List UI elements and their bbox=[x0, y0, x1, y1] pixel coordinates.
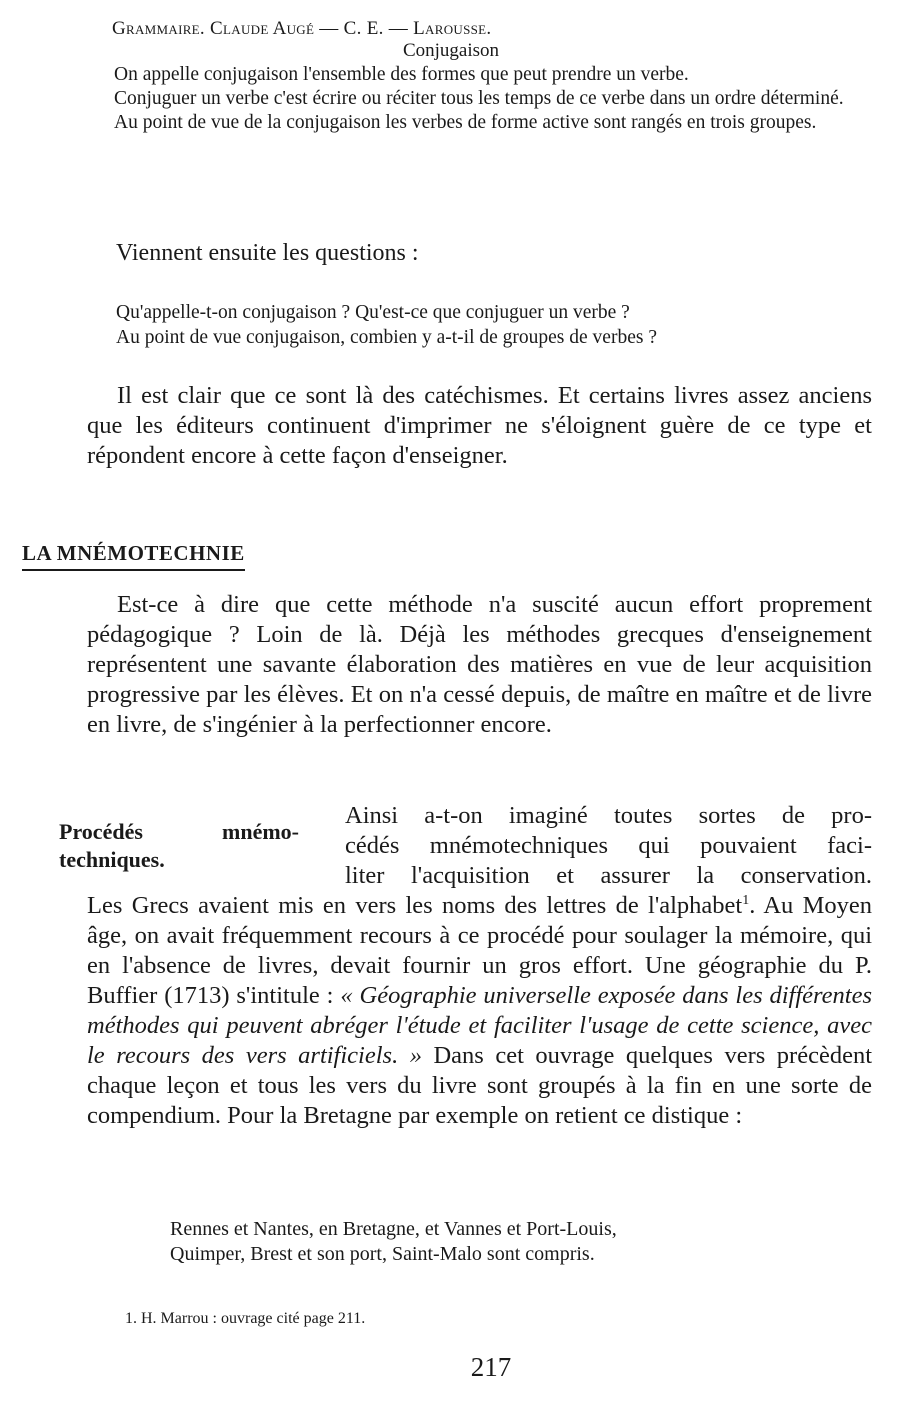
text-end: Dans cet ouvrage quelques vers précèdent chaque leçon et tous les vers du livre sont groupés à la fin en une sorte de compendium. Pour la Bretagne par exemple on retient ce distique : bbox=[87, 1042, 872, 1129]
lead-line: Ainsi a-t-on imaginé toutes sortes de pro- bbox=[345, 802, 872, 829]
book-title-quote: « Géographie universelle exposée dans les différentes méthodes qui peuvent abréger l'étude et faciliter l'usage de cette science, avec le recours des vers artificiels. » bbox=[87, 982, 873, 1069]
distich bbox=[170, 1217, 790, 1267]
paragraph-text: Est-ce à dire que cette méthode n'a suscité aucun effort proprement pédagogique ? Loin de là. Déjà les méthodes grecques d'enseignement représentent une savante élaboration des matières en vue de leur acquisition progressive par les élèves. Et on n'a cessé depuis, de maître en maître et de livre en livre, de s'ingénier à la perfectionner encore. bbox=[87, 591, 872, 738]
lead-line: cédés mnémotechniques qui pouvaient faci- bbox=[345, 832, 872, 859]
text-after-note: . Au Moyen âge, on avait fréquemment recours à ce procédé pour soulager la mémoire, qui en l'absence de livres, devait fournir un gros effort. Une géographie du P. Buffier (1713) s'intitule : bbox=[87, 892, 873, 1009]
question-line: Au point de vue conjugaison, combien y a-t-il de groupes de verbes ? bbox=[116, 327, 657, 348]
paragraph-procedes-lead bbox=[345, 801, 872, 891]
source-level: C. E. bbox=[343, 18, 384, 39]
source-chapter-title: Conjugaison bbox=[402, 40, 500, 61]
questions-intro: Viennent ensuite les questions : bbox=[116, 240, 419, 266]
side-heading-line: Procédés mnémo- bbox=[59, 819, 299, 844]
paragraph-catechismes bbox=[87, 381, 872, 471]
paragraph-methode bbox=[87, 590, 872, 740]
verse-line: Rennes et Nantes, en Bretagne, et Vannes et Port-Louis, bbox=[170, 1218, 617, 1240]
side-heading-line: techniques. bbox=[59, 847, 165, 872]
paragraph-text bbox=[87, 891, 872, 1131]
text-before-note: Les Grecs avaient mis en vers les noms des lettres de l'alphabet bbox=[87, 892, 743, 919]
footnote: 1. H. Marrou : ouvrage cité page 211. bbox=[125, 1310, 366, 1327]
quote-paragraph: Conjuguer un verbe c'est écrire ou réciter tous les temps de ce verbe dans un ordre déterminé. bbox=[114, 88, 844, 109]
lead-line: liter l'acquisition et assurer la conservation. bbox=[345, 862, 872, 889]
source-book: Grammaire. bbox=[112, 18, 205, 39]
page-number: 217 bbox=[470, 1352, 512, 1382]
question-list bbox=[116, 300, 836, 350]
quote-paragraph: On appelle conjugaison l'ensemble des formes que peut prendre un verbe. bbox=[114, 64, 689, 85]
side-heading bbox=[59, 818, 299, 874]
quote-paragraph: Au point de vue de la conjugaison les verbes de forme active sont rangés en trois groupes. bbox=[114, 112, 817, 133]
footnote-marker: 1 bbox=[742, 892, 750, 908]
source-publisher: Larousse. bbox=[413, 18, 492, 39]
section-heading: LA MNÉMOTECHNIE bbox=[22, 541, 245, 571]
verse-line: Quimper, Brest et son port, Saint-Malo sont compris. bbox=[170, 1243, 595, 1265]
source-separator: — bbox=[388, 18, 409, 39]
paragraph-procedes bbox=[87, 891, 872, 1131]
paragraph-text: Il est clair que ce sont là des catéchismes. Et certains livres assez anciens que les éditeurs continuent d'imprimer ne s'éloignent guère de ce type et répondent encore à cette façon d'enseigner. bbox=[87, 382, 872, 469]
question-line: Qu'appelle-t-on conjugaison ? Qu'est-ce que conjuguer un verbe ? bbox=[116, 302, 630, 323]
source-author: Claude Augé bbox=[210, 18, 315, 39]
source-separator: — bbox=[319, 18, 339, 39]
source-reference bbox=[112, 18, 762, 40]
quoted-definitions bbox=[86, 63, 868, 135]
